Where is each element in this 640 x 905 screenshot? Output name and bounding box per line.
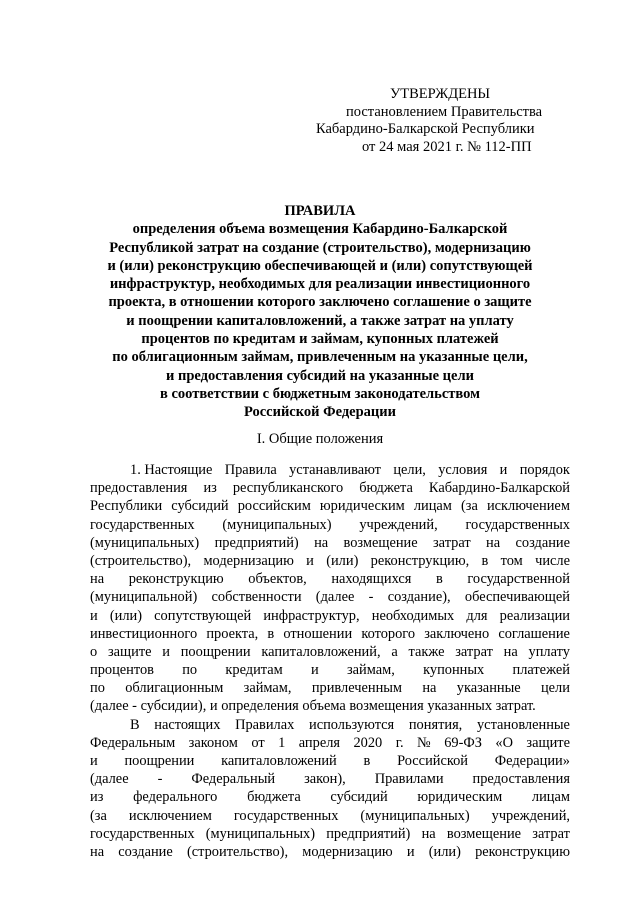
body-word: понятия,	[408, 716, 463, 733]
approval-republic: Кабардино-Балкарской Республики	[316, 121, 535, 137]
body-word: «О	[495, 734, 513, 751]
body-word: Федерации»	[494, 753, 570, 769]
body-word: и	[90, 753, 98, 769]
body-word: создание),	[387, 589, 451, 606]
body-word: настоящих	[154, 716, 221, 733]
body-word: поощрении	[180, 643, 251, 660]
body-word: исключением	[486, 498, 570, 515]
body-word: отношении	[283, 625, 353, 642]
body-word: Кабардино-Балкарской	[428, 480, 570, 497]
approval-stamp	[316, 86, 556, 156]
title-line: в соответствии с бюджетным законодательством	[160, 385, 480, 402]
body-word: (за	[90, 807, 107, 824]
title-line: и предоставления субсидий на указанные цели	[166, 367, 474, 384]
body-word: для	[466, 607, 488, 624]
body-word: (строительство),	[186, 843, 289, 860]
body-word: затрат	[532, 825, 570, 842]
title-line: Республикой затрат на создание (строительство), модернизацию	[109, 239, 531, 256]
body-word: предоставления	[472, 771, 570, 788]
body-word: (муниципальных)	[222, 516, 332, 533]
body-word: субсидий	[171, 498, 229, 515]
body-word: в	[363, 753, 371, 769]
body-word: учреждений,	[491, 807, 570, 824]
body-word: купонных	[423, 662, 485, 679]
body-word: возмещение	[343, 534, 418, 551]
body-line	[90, 461, 570, 479]
body-word: Федеральный	[191, 771, 276, 788]
body-word: государственных	[90, 825, 195, 842]
body-word: объектов,	[248, 571, 307, 588]
body-word: по	[90, 680, 105, 697]
body-word: апреля	[298, 734, 341, 751]
title-line: и (или) реконструкцию обеспечивающей и (или) сопутствующей	[107, 257, 533, 274]
body-word: заключено	[424, 625, 490, 642]
body-word: инвестиционного	[90, 625, 198, 642]
body-word: в	[481, 552, 489, 569]
body-word: учреждений,	[359, 516, 438, 533]
body-word: 1	[278, 734, 286, 751]
title-line: по облигационным займам, привлеченным на указанные цели,	[112, 349, 528, 366]
body-line	[90, 570, 570, 588]
body-word: -	[368, 589, 374, 606]
body-word: предоставления	[90, 480, 188, 497]
body-word: (далее - субсидии), и определения объема возмещения указанных затрат.	[90, 698, 536, 715]
body-word: капиталовложений	[221, 753, 337, 769]
body-text	[90, 461, 570, 861]
body-word: указанные	[456, 680, 521, 697]
body-line	[90, 497, 570, 515]
body-word: и	[306, 552, 314, 569]
body-word: исключением	[128, 807, 212, 824]
body-word: бюджета	[247, 789, 301, 806]
body-word: (строительство),	[90, 552, 192, 569]
body-line	[90, 752, 570, 770]
body-word: Правила	[224, 462, 277, 478]
body-word: лицам	[413, 498, 452, 515]
body-word: (за	[460, 498, 478, 515]
body-word: займам,	[346, 662, 395, 679]
section-heading: I. Общие положения	[256, 431, 384, 447]
body-word: реконструкцию,	[370, 552, 470, 569]
body-word: (муниципальных)	[205, 825, 315, 842]
body-word: государственных	[465, 516, 570, 533]
body-word: сопутствующей	[154, 607, 252, 624]
body-word: на	[421, 825, 436, 842]
body-word: поощрении	[124, 753, 195, 769]
body-word: (муниципальных)	[90, 534, 200, 551]
title-line: определения объема возмещения Кабардино-Балкарской	[132, 221, 508, 238]
body-word: законом	[188, 734, 238, 751]
body-word: на	[422, 680, 437, 697]
title-line: Российской Федерации	[243, 404, 396, 421]
body-word: Правилах	[235, 716, 295, 733]
body-word: устанавливают	[289, 462, 381, 478]
body-word: закон),	[304, 771, 346, 788]
body-word: платежей	[512, 662, 570, 679]
body-word: процентов	[90, 662, 154, 679]
document-title	[90, 202, 550, 422]
body-word: субсидий	[330, 789, 388, 806]
body-word: на	[503, 643, 518, 660]
body-word: (или)	[428, 843, 461, 860]
body-word: и	[90, 607, 98, 624]
body-word: из	[203, 480, 217, 497]
body-line	[90, 516, 570, 534]
body-word: которого	[361, 625, 416, 642]
body-word: предприятий)	[214, 534, 299, 551]
body-word: федерального	[133, 789, 218, 806]
body-line	[90, 661, 570, 679]
body-word: создание	[515, 534, 570, 551]
body-word: на	[90, 843, 105, 860]
body-word: защите	[107, 643, 152, 660]
body-word: том	[500, 552, 523, 569]
body-line	[90, 607, 570, 625]
body-line	[90, 788, 570, 806]
body-word: условия	[438, 462, 488, 478]
body-word: В	[130, 716, 140, 733]
body-word: возмещение	[446, 825, 522, 842]
body-line	[90, 643, 570, 661]
body-word: из	[90, 789, 104, 806]
body-word: 69-ФЗ	[444, 734, 482, 751]
body-word: (муниципальных)	[360, 807, 470, 824]
body-word: (или)	[109, 607, 143, 624]
body-word: на	[314, 534, 329, 551]
body-line	[90, 679, 570, 697]
body-word: в	[267, 625, 275, 642]
body-word: на	[486, 534, 501, 551]
body-line	[90, 807, 570, 825]
approval-date: от 24 мая 2021 г. № 112-ПП	[362, 138, 532, 155]
body-word: 1. Настоящие	[130, 462, 213, 478]
body-word: а	[391, 643, 398, 660]
body-line	[90, 552, 570, 570]
body-word: (муниципальной)	[90, 589, 198, 606]
body-word: Правилами	[374, 771, 444, 788]
body-word: -	[157, 771, 163, 788]
body-word: порядок	[519, 462, 570, 478]
body-line	[90, 734, 570, 752]
body-word: г.	[395, 734, 404, 751]
body-word: по	[182, 662, 198, 679]
body-word: цели	[540, 680, 570, 697]
body-word: кредитам	[225, 662, 283, 679]
body-word: установленные	[476, 716, 570, 733]
body-word: и	[311, 662, 319, 679]
body-word: капиталовложений,	[261, 643, 381, 660]
body-word: от	[251, 734, 265, 751]
body-word: и	[406, 843, 415, 860]
body-word: на	[90, 571, 105, 588]
body-word: облигационным	[125, 680, 224, 697]
body-word: Российской	[397, 753, 469, 769]
body-line	[90, 534, 570, 552]
body-word: модернизацию	[203, 552, 294, 569]
body-word: цели,	[393, 462, 426, 478]
body-word: государственных	[90, 516, 195, 533]
body-word: бюджета	[359, 480, 413, 497]
approval-decree: постановлением Правительства	[346, 103, 543, 120]
body-word: 2020	[353, 734, 383, 751]
body-word: реконструкцию	[128, 571, 224, 588]
body-word: Федеральным	[90, 734, 176, 751]
body-line	[90, 588, 570, 606]
body-line	[90, 479, 570, 497]
body-word: соглашение	[498, 625, 570, 642]
body-word: государственной	[467, 571, 570, 588]
body-word: и	[162, 643, 170, 660]
body-word: числе	[535, 552, 570, 569]
body-word: защите	[526, 734, 570, 751]
body-word: уплату	[528, 643, 570, 660]
body-line	[90, 625, 570, 643]
body-word: реконструкцию	[475, 843, 570, 860]
title-line: проекта, в отношении которого заключено соглашение о защите	[108, 294, 532, 311]
body-word: юридическим	[417, 789, 503, 806]
body-word: собственности	[211, 589, 302, 606]
body-word: привлеченным	[311, 680, 403, 697]
approval-title: УТВЕРЖДЕНЫ	[390, 86, 491, 102]
body-word: обеспечивающей	[464, 589, 570, 606]
body-word: реализации	[499, 607, 570, 624]
body-word: необходимых	[371, 607, 455, 624]
body-word: о	[90, 643, 98, 660]
body-word: (далее	[315, 589, 355, 606]
body-word: предприятий)	[326, 825, 411, 842]
body-word: №	[417, 734, 431, 751]
title-line: процентов по кредитам и займам, купонных платежей	[141, 331, 499, 348]
title-line: инфраструктур, необходимых для реализации инвестиционного	[109, 276, 531, 293]
body-word: создание	[118, 843, 173, 860]
body-line	[90, 716, 570, 734]
body-word: (или)	[326, 552, 359, 569]
body-word: также	[408, 643, 445, 660]
body-word: и	[499, 462, 508, 478]
body-word: Республики	[90, 498, 163, 515]
body-word: модернизацию	[302, 843, 393, 860]
body-word: инфраструктур,	[263, 607, 360, 624]
body-line	[90, 843, 570, 861]
body-word: используются	[309, 716, 395, 733]
body-line	[90, 770, 570, 788]
body-word: юридическим	[319, 498, 405, 515]
body-line	[90, 825, 570, 843]
body-word: затрат	[455, 643, 493, 660]
title-line: и поощрении капиталовложений, а также затрат на уплату	[126, 312, 514, 329]
body-line	[90, 697, 570, 715]
body-word: в	[435, 571, 443, 588]
body-word: российским	[237, 498, 311, 515]
body-word: займам,	[243, 680, 292, 697]
body-word: затрат	[433, 534, 471, 551]
body-word: проекта,	[206, 625, 259, 642]
title-heading: ПРАВИЛА	[284, 203, 356, 219]
body-word: государственных	[233, 807, 339, 824]
body-word: лицам	[531, 789, 570, 806]
body-word: находящихся	[331, 571, 412, 588]
body-word: республиканского	[232, 480, 344, 497]
body-word: (далее	[90, 771, 129, 788]
